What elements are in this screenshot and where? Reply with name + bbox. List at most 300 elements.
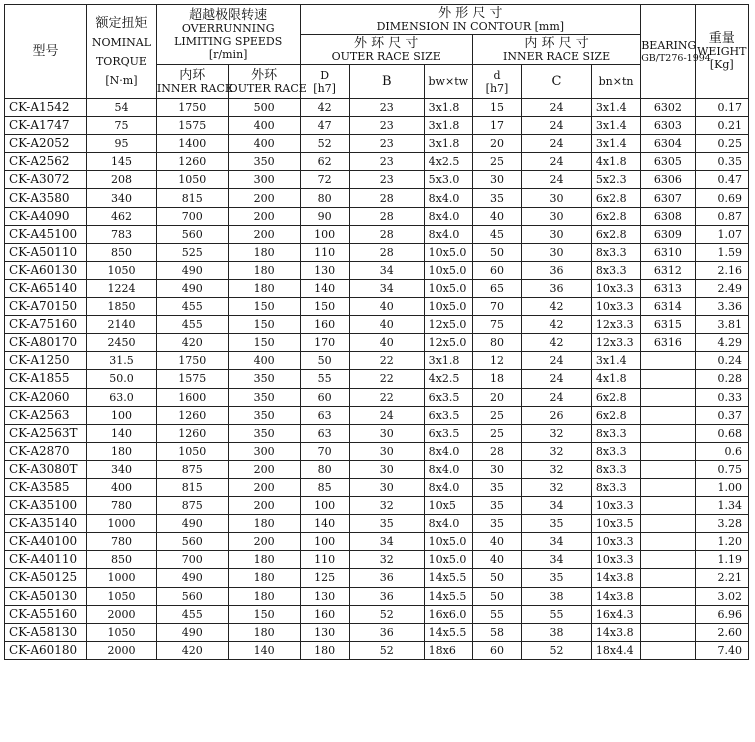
cell-C: 30 <box>522 207 592 225</box>
cell-C: 24 <box>522 117 592 135</box>
cell-C: 32 <box>522 424 592 442</box>
cell-model: CK-A35140 <box>5 515 87 533</box>
table-row <box>5 497 749 515</box>
cell-bearing: 6304 <box>641 135 695 153</box>
cell-outer-speed: 200 <box>228 533 300 551</box>
cell-weight: 0.87 <box>695 207 748 225</box>
cell-bearing <box>641 533 695 551</box>
header-speed-en1: OVERRUNNING <box>181 21 275 35</box>
table-row <box>5 316 749 334</box>
cell-outer-speed: 180 <box>228 515 300 533</box>
cell-bntn: 14x3.8 <box>591 623 640 641</box>
table-row <box>5 406 749 424</box>
cell-B: 30 <box>349 424 424 442</box>
cell-torque: 1050 <box>87 261 157 279</box>
cell-C: 34 <box>522 533 592 551</box>
cell-C: 24 <box>522 99 592 117</box>
cell-bwtw: 18x6 <box>424 641 472 659</box>
table-row <box>5 388 749 406</box>
cell-bntn: 10x3.3 <box>591 298 640 316</box>
cell-D: 180 <box>300 641 349 659</box>
cell-inner-speed: 1575 <box>156 117 228 135</box>
table-row <box>5 243 749 261</box>
cell-outer-speed: 200 <box>228 497 300 515</box>
cell-inner-speed: 490 <box>156 623 228 641</box>
cell-outer-speed: 400 <box>228 352 300 370</box>
cell-outer-speed: 180 <box>228 623 300 641</box>
cell-B: 32 <box>349 497 424 515</box>
header-dimension-cn: 外 形 尺 寸 <box>438 5 503 21</box>
cell-d: 20 <box>472 388 521 406</box>
cell-inner-speed: 525 <box>156 243 228 261</box>
cell-weight: 1.20 <box>695 533 748 551</box>
header-inner-race-speed-cn: 内环 <box>179 67 206 83</box>
cell-C: 24 <box>522 370 592 388</box>
cell-bntn: 10x3.3 <box>591 497 640 515</box>
cell-outer-speed: 400 <box>228 117 300 135</box>
cell-bearing: 6312 <box>641 261 695 279</box>
cell-d: 25 <box>472 153 521 171</box>
cell-weight: 1.07 <box>695 225 748 243</box>
cell-model: CK-A65140 <box>5 279 87 297</box>
cell-model: CK-A70150 <box>5 298 87 316</box>
cell-bearing: 6302 <box>641 99 695 117</box>
cell-bwtw: 8x4.0 <box>424 478 472 496</box>
cell-bearing <box>641 352 695 370</box>
cell-weight: 3.28 <box>695 515 748 533</box>
cell-torque: 31.5 <box>87 352 157 370</box>
cell-model: CK-A55160 <box>5 605 87 623</box>
table-row <box>5 279 749 297</box>
cell-inner-speed: 875 <box>156 460 228 478</box>
table-row <box>5 189 749 207</box>
cell-B: 34 <box>349 279 424 297</box>
cell-C: 42 <box>522 316 592 334</box>
cell-weight: 1.34 <box>695 497 748 515</box>
table-row <box>5 623 749 641</box>
cell-bntn: 18x4.4 <box>591 641 640 659</box>
cell-B: 36 <box>349 569 424 587</box>
cell-torque: 2000 <box>87 605 157 623</box>
cell-model: CK-A45100 <box>5 225 87 243</box>
cell-bearing <box>641 605 695 623</box>
cell-weight: 0.28 <box>695 370 748 388</box>
cell-bwtw: 12x5.0 <box>424 334 472 352</box>
cell-torque: 100 <box>87 406 157 424</box>
header-model: 型号 <box>5 5 87 99</box>
cell-bwtw: 6x3.5 <box>424 388 472 406</box>
cell-B: 34 <box>349 533 424 551</box>
cell-bearing <box>641 569 695 587</box>
cell-weight: 7.40 <box>695 641 748 659</box>
cell-outer-speed: 350 <box>228 406 300 424</box>
header-col-C: C <box>522 65 592 99</box>
cell-inner-speed: 1050 <box>156 442 228 460</box>
cell-bwtw: 6x3.5 <box>424 424 472 442</box>
cell-D: 55 <box>300 370 349 388</box>
table-row <box>5 587 749 605</box>
cell-B: 52 <box>349 641 424 659</box>
cell-model: CK-A2563T <box>5 424 87 442</box>
table-row <box>5 424 749 442</box>
header-inner-race-speed-en: INNER RACE <box>156 81 233 95</box>
header-weight-unit: [Kg] <box>709 58 734 71</box>
cell-torque: 1850 <box>87 298 157 316</box>
cell-inner-speed: 560 <box>156 587 228 605</box>
cell-torque: 850 <box>87 551 157 569</box>
cell-model: CK-A1855 <box>5 370 87 388</box>
cell-model: CK-A4090 <box>5 207 87 225</box>
cell-inner-speed: 815 <box>156 478 228 496</box>
cell-inner-speed: 420 <box>156 334 228 352</box>
cell-B: 23 <box>349 117 424 135</box>
table-row <box>5 171 749 189</box>
cell-bwtw: 10x5.0 <box>424 261 472 279</box>
cell-B: 52 <box>349 605 424 623</box>
table-row <box>5 298 749 316</box>
cell-B: 35 <box>349 515 424 533</box>
cell-bearing <box>641 388 695 406</box>
cell-bntn: 3x1.4 <box>591 135 640 153</box>
cell-bntn: 8x3.3 <box>591 478 640 496</box>
cell-inner-speed: 455 <box>156 298 228 316</box>
table-row <box>5 153 749 171</box>
cell-d: 35 <box>472 497 521 515</box>
cell-bearing <box>641 515 695 533</box>
cell-bwtw: 8x4.0 <box>424 207 472 225</box>
cell-torque: 1224 <box>87 279 157 297</box>
cell-model: CK-A60180 <box>5 641 87 659</box>
cell-B: 40 <box>349 298 424 316</box>
table-header <box>5 5 749 99</box>
cell-inner-speed: 700 <box>156 207 228 225</box>
cell-torque: 145 <box>87 153 157 171</box>
cell-bntn: 8x3.3 <box>591 442 640 460</box>
cell-torque: 50.0 <box>87 370 157 388</box>
table-body <box>5 99 749 660</box>
header-torque <box>87 5 157 99</box>
cell-bntn: 6x2.8 <box>591 207 640 225</box>
cell-torque: 208 <box>87 171 157 189</box>
cell-outer-speed: 350 <box>228 153 300 171</box>
cell-torque: 2450 <box>87 334 157 352</box>
cell-outer-speed: 400 <box>228 135 300 153</box>
cell-d: 30 <box>472 460 521 478</box>
header-speed-unit: [r/min] <box>208 47 248 61</box>
cell-bearing <box>641 587 695 605</box>
cell-bwtw: 14x5.5 <box>424 623 472 641</box>
cell-torque: 75 <box>87 117 157 135</box>
header-outer-race-speed <box>228 65 307 99</box>
cell-inner-speed: 490 <box>156 261 228 279</box>
cell-bearing <box>641 478 695 496</box>
header-bearing <box>641 5 711 99</box>
header-torque-en2: TORQUE <box>95 54 147 68</box>
cell-bearing: 6306 <box>641 171 695 189</box>
cell-bearing: 6313 <box>641 279 695 297</box>
cell-B: 28 <box>349 189 424 207</box>
header-torque-en1: NOMINAL <box>91 35 152 49</box>
cell-torque: 180 <box>87 442 157 460</box>
cell-bwtw: 4x2.5 <box>424 370 472 388</box>
cell-inner-speed: 490 <box>156 515 228 533</box>
cell-torque: 2000 <box>87 641 157 659</box>
table-row <box>5 605 749 623</box>
cell-bwtw: 3x1.8 <box>424 135 472 153</box>
cell-bntn: 4x1.8 <box>591 153 640 171</box>
cell-outer-speed: 200 <box>228 460 300 478</box>
cell-d: 20 <box>472 135 521 153</box>
cell-outer-speed: 350 <box>228 424 300 442</box>
table-row <box>5 478 749 496</box>
cell-B: 40 <box>349 316 424 334</box>
header-torque-cn: 额定扭矩 <box>95 15 148 31</box>
cell-inner-speed: 420 <box>156 641 228 659</box>
cell-weight: 0.33 <box>695 388 748 406</box>
header-weight-en: WEIGHT <box>697 45 747 58</box>
cell-bntn: 6x2.8 <box>591 388 640 406</box>
cell-B: 23 <box>349 99 424 117</box>
cell-model: CK-A2562 <box>5 153 87 171</box>
cell-d: 45 <box>472 225 521 243</box>
header-outer-race-size-en: OUTER RACE SIZE <box>331 49 441 63</box>
cell-bwtw: 14x5.5 <box>424 569 472 587</box>
header-dimension <box>300 5 641 35</box>
cell-bwtw: 10x5.0 <box>424 298 472 316</box>
cell-d: 50 <box>472 243 521 261</box>
cell-bwtw: 10x5.0 <box>424 279 472 297</box>
header-inner-race-size-en: INNER RACE SIZE <box>502 49 611 63</box>
header-speed-en2: LIMITING SPEEDS <box>174 34 283 48</box>
cell-bearing: 6316 <box>641 334 695 352</box>
header-outer-race-speed-en: OUTER RACE <box>228 81 307 95</box>
cell-D: 170 <box>300 334 349 352</box>
cell-torque: 1050 <box>87 623 157 641</box>
cell-weight: 3.02 <box>695 587 748 605</box>
header-speed <box>156 5 300 65</box>
cell-bntn: 16x4.3 <box>591 605 640 623</box>
cell-model: CK-A50130 <box>5 587 87 605</box>
cell-outer-speed: 180 <box>228 261 300 279</box>
cell-torque: 340 <box>87 189 157 207</box>
cell-C: 35 <box>522 569 592 587</box>
cell-outer-speed: 200 <box>228 189 300 207</box>
cell-B: 28 <box>349 225 424 243</box>
header-col-D-label: D <box>320 68 330 82</box>
cell-weight: 0.35 <box>695 153 748 171</box>
table-row <box>5 551 749 569</box>
cell-d: 55 <box>472 605 521 623</box>
cell-bntn: 3x1.4 <box>591 99 640 117</box>
header-inner-race-speed <box>156 65 233 99</box>
cell-weight: 0.25 <box>695 135 748 153</box>
cell-C: 30 <box>522 243 592 261</box>
cell-d: 15 <box>472 99 521 117</box>
cell-d: 12 <box>472 352 521 370</box>
header-col-d-tol: [h7] <box>485 81 509 95</box>
cell-outer-speed: 180 <box>228 243 300 261</box>
cell-model: CK-A2052 <box>5 135 87 153</box>
cell-bwtw: 8x4.0 <box>424 225 472 243</box>
cell-C: 26 <box>522 406 592 424</box>
cell-d: 25 <box>472 424 521 442</box>
cell-bntn: 14x3.8 <box>591 569 640 587</box>
cell-inner-speed: 1750 <box>156 352 228 370</box>
cell-torque: 400 <box>87 478 157 496</box>
cell-weight: 0.68 <box>695 424 748 442</box>
cell-d: 40 <box>472 551 521 569</box>
cell-torque: 95 <box>87 135 157 153</box>
cell-C: 55 <box>522 605 592 623</box>
cell-bntn: 10x3.3 <box>591 551 640 569</box>
cell-outer-speed: 350 <box>228 388 300 406</box>
header-outer-race-speed-cn: 外环 <box>251 67 278 83</box>
cell-d: 58 <box>472 623 521 641</box>
table-row <box>5 99 749 117</box>
cell-weight: 6.96 <box>695 605 748 623</box>
cell-D: 160 <box>300 605 349 623</box>
cell-D: 72 <box>300 171 349 189</box>
cell-bwtw: 10x5 <box>424 497 472 515</box>
cell-D: 52 <box>300 135 349 153</box>
cell-D: 47 <box>300 117 349 135</box>
cell-d: 70 <box>472 298 521 316</box>
cell-bwtw: 10x5.0 <box>424 551 472 569</box>
cell-weight: 0.75 <box>695 460 748 478</box>
cell-torque: 1000 <box>87 569 157 587</box>
table-row <box>5 515 749 533</box>
cell-weight: 0.17 <box>695 99 748 117</box>
cell-bntn: 5x2.3 <box>591 171 640 189</box>
cell-D: 100 <box>300 533 349 551</box>
cell-B: 30 <box>349 478 424 496</box>
cell-weight: 0.6 <box>695 442 748 460</box>
cell-bntn: 3x1.4 <box>591 352 640 370</box>
cell-C: 34 <box>522 551 592 569</box>
cell-C: 32 <box>522 442 592 460</box>
cell-weight: 0.37 <box>695 406 748 424</box>
table-row <box>5 261 749 279</box>
table-row <box>5 207 749 225</box>
cell-bearing <box>641 641 695 659</box>
cell-outer-speed: 180 <box>228 279 300 297</box>
cell-outer-speed: 200 <box>228 225 300 243</box>
cell-bwtw: 16x6.0 <box>424 605 472 623</box>
cell-B: 22 <box>349 370 424 388</box>
cell-D: 110 <box>300 551 349 569</box>
cell-inner-speed: 1260 <box>156 153 228 171</box>
cell-inner-speed: 1260 <box>156 406 228 424</box>
header-col-d <box>472 65 521 99</box>
cell-d: 60 <box>472 261 521 279</box>
table-row <box>5 117 749 135</box>
cell-bearing: 6314 <box>641 298 695 316</box>
cell-bwtw: 8x4.0 <box>424 442 472 460</box>
cell-torque: 2140 <box>87 316 157 334</box>
cell-torque: 462 <box>87 207 157 225</box>
table-row <box>5 352 749 370</box>
cell-model: CK-A3580 <box>5 189 87 207</box>
cell-bntn: 12x3.3 <box>591 316 640 334</box>
cell-weight: 2.16 <box>695 261 748 279</box>
cell-bwtw: 8x4.0 <box>424 460 472 478</box>
cell-outer-speed: 300 <box>228 442 300 460</box>
cell-bntn: 6x2.8 <box>591 189 640 207</box>
cell-D: 140 <box>300 515 349 533</box>
cell-C: 24 <box>522 171 592 189</box>
cell-C: 24 <box>522 153 592 171</box>
cell-d: 50 <box>472 569 521 587</box>
cell-D: 80 <box>300 460 349 478</box>
cell-weight: 4.29 <box>695 334 748 352</box>
cell-d: 35 <box>472 478 521 496</box>
cell-outer-speed: 150 <box>228 316 300 334</box>
cell-bntn: 10x3.3 <box>591 533 640 551</box>
cell-torque: 850 <box>87 243 157 261</box>
cell-B: 36 <box>349 623 424 641</box>
cell-bntn: 6x2.8 <box>591 225 640 243</box>
cell-B: 23 <box>349 153 424 171</box>
cell-model: CK-A40100 <box>5 533 87 551</box>
cell-d: 28 <box>472 442 521 460</box>
cell-weight: 2.60 <box>695 623 748 641</box>
cell-bwtw: 12x5.0 <box>424 316 472 334</box>
cell-weight: 1.00 <box>695 478 748 496</box>
cell-outer-speed: 150 <box>228 605 300 623</box>
cell-inner-speed: 1575 <box>156 370 228 388</box>
cell-torque: 780 <box>87 497 157 515</box>
cell-bntn: 10x3.5 <box>591 515 640 533</box>
cell-C: 42 <box>522 298 592 316</box>
cell-outer-speed: 500 <box>228 99 300 117</box>
cell-bearing: 6310 <box>641 243 695 261</box>
cell-inner-speed: 490 <box>156 569 228 587</box>
cell-d: 80 <box>472 334 521 352</box>
header-col-B: B <box>349 65 424 99</box>
cell-d: 60 <box>472 641 521 659</box>
cell-d: 50 <box>472 587 521 605</box>
table-row <box>5 460 749 478</box>
cell-inner-speed: 700 <box>156 551 228 569</box>
cell-inner-speed: 560 <box>156 225 228 243</box>
cell-model: CK-A75160 <box>5 316 87 334</box>
cell-model: CK-A1747 <box>5 117 87 135</box>
spec-table <box>4 4 749 660</box>
header-dimension-en: DIMENSION IN CONTOUR [mm] <box>376 19 565 33</box>
cell-weight: 0.21 <box>695 117 748 135</box>
cell-bwtw: 10x5.0 <box>424 533 472 551</box>
cell-C: 30 <box>522 225 592 243</box>
cell-D: 63 <box>300 424 349 442</box>
cell-D: 150 <box>300 298 349 316</box>
cell-bearing: 6308 <box>641 207 695 225</box>
cell-bntn: 8x3.3 <box>591 460 640 478</box>
cell-model: CK-A1250 <box>5 352 87 370</box>
cell-C: 24 <box>522 352 592 370</box>
cell-C: 24 <box>522 135 592 153</box>
cell-inner-speed: 455 <box>156 605 228 623</box>
cell-B: 24 <box>349 406 424 424</box>
cell-outer-speed: 180 <box>228 587 300 605</box>
cell-D: 130 <box>300 261 349 279</box>
table-row <box>5 533 749 551</box>
cell-bearing: 6307 <box>641 189 695 207</box>
cell-model: CK-A2563 <box>5 406 87 424</box>
cell-bwtw: 14x5.5 <box>424 587 472 605</box>
cell-B: 30 <box>349 460 424 478</box>
cell-inner-speed: 560 <box>156 533 228 551</box>
cell-bwtw: 3x1.8 <box>424 99 472 117</box>
